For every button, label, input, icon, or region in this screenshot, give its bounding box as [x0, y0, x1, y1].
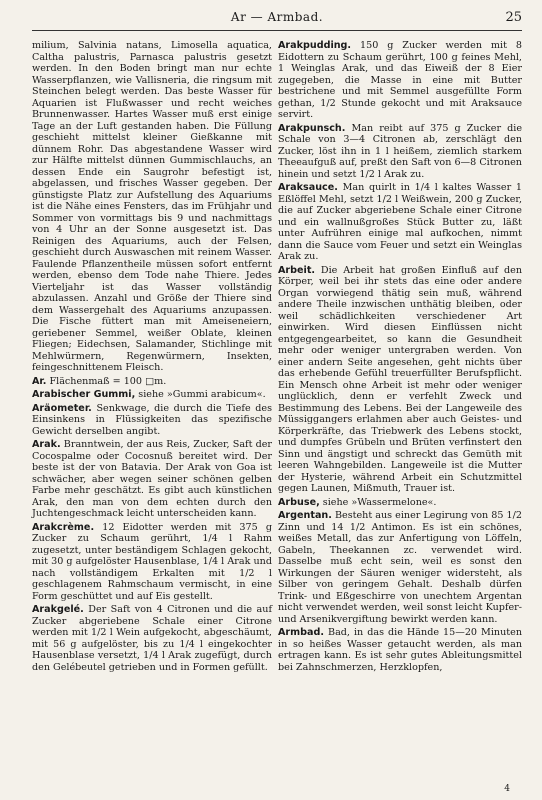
headword: Arbeit. — [278, 264, 316, 276]
signature-mark: 4 — [504, 784, 510, 794]
right-column — [278, 40, 522, 675]
entry-text: Senkwage, die durch die Tiefe des Einsinkens in Flüssigkeiten das spezifische Gewicht derselben angibt. — [32, 402, 272, 437]
entry-argentan — [278, 510, 522, 625]
page-header — [32, 8, 522, 30]
entry-text: Branntwein, der aus Reis, Zucker, Saft der Cocospalme oder Cocosnuß bereitet wird. Der beste ist der von Batavia. Der Arak von Goa ist schwächer, aber wegen seiner schönen gelben Farbe mehr geschätzt. Es gibt auch künstlichen Arak, den man von dem echten durch den Juchtengeschmack leicht unterscheiden kann. — [32, 439, 272, 519]
headword: Arakgelé. — [32, 604, 84, 615]
entry-arabischer-gummi — [32, 389, 272, 401]
entry-arbuse — [278, 497, 522, 509]
entry-arakpudding — [278, 40, 522, 121]
entry-armbad — [278, 627, 522, 673]
entry-ar — [32, 376, 272, 388]
entry-araeometer — [32, 403, 272, 438]
entry-text: Der Saft von 4 Citronen und die auf Zucker abgeriebene Schale einer Citrone werden mit 1/2 l Wein aufgekocht, abgeschäumt, mit 56 g aufgelöster, bis zu 1/4 l eingekochter Hausenblase versetzt, 1/4 l Arak zugefügt, durch den Gelébeutel getrieben und in Formen gefüllt. — [32, 604, 272, 673]
headword: Arakpudding. — [278, 40, 352, 51]
entry-text: Man reibt auf 375 g Zucker die Schale von 3—4 Citronen ab, zerschlägt den Zucker, löst ihn in 1 l heißem, ziemlich starkem Theeaufguß auf, preßt den Saft von 6—8 Citronen hinein und setzt 1/2 l Arak zu. — [278, 122, 522, 180]
header-rule — [32, 30, 522, 31]
headword: Arabischer Gummi, — [32, 389, 136, 400]
headword: Arakpunsch. — [278, 122, 346, 134]
entry-text: siehe »Gummi arabicum«. — [135, 389, 266, 400]
entry-text: 12 Eidotter werden mit 375 g Zucker zu Schaum gerührt, 1/4 l Rahm zugesetzt, unter beständigem Schlagen gekocht, mit 30 g aufgelöster Hausenblase, 1/4 l Arak und nach vollständigem Erkalten mit 1/2 l geschlagenem Rahmschaum vermischt, in eine Form geschüttet und auf Eis gestellt. — [32, 521, 272, 602]
headword: Aräometer. — [32, 402, 92, 414]
entry-arbeit — [278, 265, 522, 495]
headword: Arbuse, — [278, 496, 320, 508]
entry-text: siehe »Wassermelone«. — [319, 496, 437, 508]
entry-arakcreme — [32, 522, 272, 603]
entry-arak — [32, 439, 272, 520]
entry-arakgelee — [32, 604, 272, 673]
page-number: 25 — [505, 10, 522, 25]
entry-text: Bad, in das die Hände 15—20 Minuten in so heißes Wasser getaucht werden, als man ertragen kann. Es ist sehr gutes Ableitungsmittel bei Zahnschmerzen, Herzklopfen, — [278, 627, 522, 673]
aquarium-continuation: milium, Salvinia natans, Limosella aquatica, Caltha palustris, Parnasca palustris gesetzt werden. In den Boden bringt man nur echte Wasserpflanzen, wie Vallisneria, die ringsum mit Steinchen belegt werden. Das beste Wasser für Aquarien ist Flußwasser und recht weiches Brunnenwasser. Hartes Wasser muß erst einige Tage an der Luft gestanden haben. Die Füllung geschieht mittelst kleiner Gießkanne mit dünnem Rohr. Das abgestandene Wasser wird zur Hälfte mittelst dünnen Gummischlauchs, an dessen Ende ein Saugrohr befestigt ist, abgelassen, und frisches Wasser gegeben. Der günstigste Platz zur Aufstellung des Aquariums ist die Nähe eines Fensters, das im Frühjahr und Sommer von vormittags bis 9 und nachmittags von 4 Uhr an der Sonne ausgesetzt ist. Das Reinigen des Aquariums, auch der Felsen, geschieht durch Auswaschen mit reinem Wasser. Faulende Pflanzentheile müssen sofort entfernt werden, ebenso dem Tode nahe Thiere. Jedes Vierteljahr ist das Wasser vollständig abzulassen. Anzahl und Größe der Thiere sind dem Wassergehalt des Aquariums anzupassen. Die Fische füttert man mit Ameiseneiern, geriebener Semmel, weißer Oblate, kleinen Fliegen; Eidechsen, Salamander, Stichlinge mit Mehlwürmern, Regenwürmern, Insekten, feingeschnittenem Fleisch. — [32, 40, 272, 373]
entry-text: Flächenmaß = 100 □m. — [46, 375, 167, 387]
headword: Araksauce. — [278, 182, 338, 193]
entry-araksauce — [278, 182, 522, 263]
entry-text: Man quirlt in 1/4 l kaltes Wasser 1 Eßlöffel Mehl, setzt 1/2 l Weißwein, 200 g Zucker, die auf Zucker abgeriebene Schale einer Citrone und ein wallnußgroßes Stück Butter zu, läßt unter Aufrühren einige mal aufkochen, nimmt dann die Sauce vom Feuer und setzt ein Weinglas Arak zu. — [278, 182, 522, 262]
headword: Arak. — [32, 439, 61, 450]
headword: Argentan. — [278, 510, 332, 521]
headword: Arakcrème. — [32, 521, 95, 533]
entry-text: Die Arbeit hat großen Einfluß auf den Körper, weil bei ihr stets das eine oder andere Organ vorwiegend thätig sein muß, während andere Theile inzwischen unthätig bleiben, oder weil schädlichkeiten verschiedener Art einwirken. Wird diesen Einflüssen nicht entgegengearbeitet, so kann die Gesundheit mehr oder weniger untergraben werden. Von einer andern Seite angesehen, geht nichts über das erhebende Gefühl treuerfüllter Berufspflicht. Ein Mensch ohne Arbeit ist mehr oder weniger unglücklich, denn er verfehlt Zweck und Bestimmung des Lebens. Bei der Langeweile des Müssiggangers erlahmen aber auch Geistes- und Körperkräfte, das Triebwerk des Lebens stockt, und dumpfes Grübeln und Brüten verfinstert den Sinn und ängstigt und schreckt das Gemüth mit leeren Wahngebilden. Langeweile ist die Mutter der Hysterie, während Arbeit ein Schutzmittel gegen Launen, Mißmuth, Trauer ist. — [278, 264, 522, 494]
left-column — [32, 40, 272, 675]
entry-text: Besteht aus einer Legirung von 85 1/2 Zinn und 14 1/2 Antimon. Es ist ein schönes, weißes Metall, das zur Anfertigung von Löffeln, Gabeln, Theekannen zc. verwendet wird. Dasselbe muß echt sein, weil es sonst den Wirkungen der Säuren weniger widersteht, als Silber von geringem Gehalt. Deshalb dürfen Trink- und Eßgeschirre von unechtem Argentan nicht verwendet werden, weil sonst leicht Kupfer- und Arsenikvergiftung bewirkt werden kann. — [278, 510, 522, 625]
entry-arakpunsch — [278, 123, 522, 181]
running-title: Ar — Armbad. — [230, 10, 324, 24]
entry-text: 150 g Zucker werden mit 8 Eidottern zu Schaum gerührt, 100 g feines Mehl, 1 Weinglas Arak, und das Eiweiß der 8 Eier zugegeben, die Masse in eine mit Butter bestrichene und mit Semmel ausgefüllte Form gethan, 1/2 Stunde gekocht und mit Araksauce servirt. — [278, 40, 522, 120]
headword: Ar. — [32, 375, 47, 387]
headword: Armbad. — [278, 627, 325, 638]
